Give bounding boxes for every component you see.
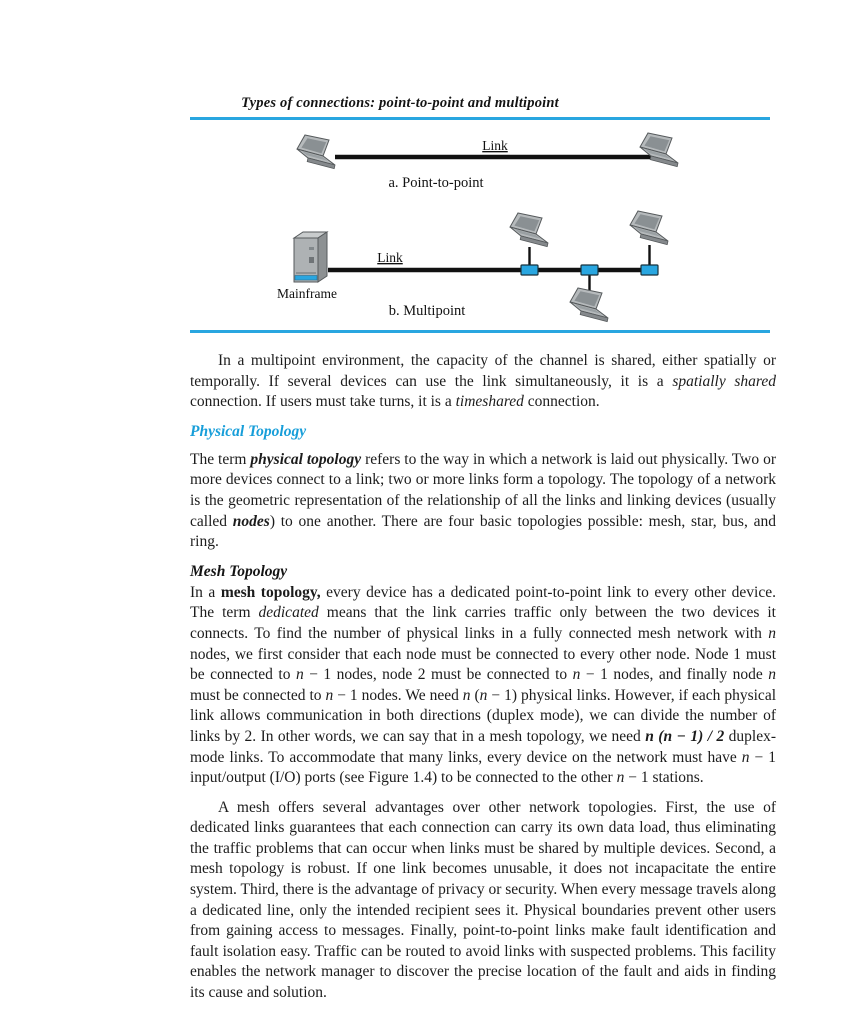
text-run: − 1 stations. [624,769,704,787]
text-run: The term [190,450,251,468]
paragraph [190,583,776,789]
text-run: nodes, we first consider that each node must be connected to every other node. Node 1 must be connected to [190,645,776,684]
laptop-icon [297,135,335,169]
figure-bottom-rule [190,330,770,333]
text-run: nodes [232,512,270,530]
paragraph [190,351,776,413]
text-run: n [741,748,750,766]
text-run: n [479,686,488,704]
text-run: physical topology [250,450,362,468]
text-run: − 1 nodes, and finally node [580,666,769,684]
section-heading: Mesh Topology [190,562,288,580]
text-run: duplex-mode links. To accommodate that many links, every device on the network must have [190,727,776,766]
text-run: timeshared [455,393,524,411]
paragraph [190,450,776,553]
text-run: refers to the way in which a network is laid out physically. Two or more devices connect to a link; two or more links form a topology. The topology of a network is the geometric representation of the relationship of all the links and linking devices (usually called [190,450,776,530]
text-run: In a [190,583,221,601]
point-to-point-diagram [297,133,678,191]
text-run: spatially shared [672,372,776,390]
text-run: n [325,686,334,704]
text-run: n [572,666,581,684]
tap-connector [641,265,658,275]
text-run: − 1 nodes, node 2 must be connected to [303,666,573,684]
laptop-icon [640,133,678,167]
text-run: must be connected to [190,686,326,704]
text-run: n (n − 1) / 2 [645,727,725,745]
laptop-icon [570,288,608,322]
text-run: − 1 nodes. We need [333,686,463,704]
text-run: dedicated [258,604,319,622]
text-run: connection. [523,393,600,411]
tap-connector [581,265,598,275]
body-text [190,351,776,1004]
multipoint-caption: b. Multipoint [388,303,466,319]
point-to-point-caption: a. Point-to-point [388,175,484,191]
multipoint-diagram [277,211,668,322]
tap-connector [521,265,538,275]
link-label: Link [482,138,508,153]
text-run: n [768,624,776,642]
figure-title: Types of connections: point-to-point and multipoint [241,95,559,111]
text-run: ( [470,686,480,704]
text-run: means that the link carries traffic only between the two devices it connects. To find the number of physical links in a fully connected mesh network with [190,604,776,642]
mainframe-icon [294,232,327,282]
text-run: − 1) physical links. However, if each physical link allows communication in both directions (duplex mode), we can divide the number of links by 2. In other words, we can say that in a mesh topology, we need [190,686,776,745]
text-run: n [462,686,471,704]
text-run: every device has a dedicated point-to-point link to every other device. The term [190,583,776,622]
connection-types-figure [190,122,770,330]
link-label: Link [377,250,403,265]
text-run: A mesh offers several advantages over other network topologies. First, the use of dedicated links guarantees that each connection can carry its own data load, thus eliminating the traffic problems that can occur when links must be shared by multiple devices. Second, a mesh topology is robust. If one link becomes unusable, it does not incapacitate the entire system. Third, there is the advantage of privacy or security. When every message travels along a dedicated line, only the intended recipient sees it. Physical boundaries prevent other users from gaining access to messages. Finally, point-to-point links make fault identification and fault isolation easy. Traffic can be routed to avoid links with suspected problems. This facility enables the network manager to discover the precise location of the fault and aids in finding its cause and solution. [190,798,776,1002]
text-run: n [768,666,777,684]
laptop-icon [510,213,548,247]
text-run: In a multipoint environment, the capacity of the channel is shared, either spatially or temporally. If several devices can use the link simultaneously, it is a [190,352,776,390]
text-run: n [616,769,625,787]
text-run: − 1 input/output (I/O) ports (see Figure 1.4) to be connected to the other [190,748,776,787]
text-run: mesh topology, [220,583,321,601]
section-heading: Physical Topology [190,422,307,440]
paragraph [190,798,776,1004]
text-run: n [295,666,304,684]
figure-top-rule [190,117,770,120]
text-run: ) to one another. There are four basic topologies possible: mesh, star, bus, and ring. [190,512,776,551]
text-run: connection. If users must take turns, it is a [190,393,456,411]
laptop-icon [630,211,668,245]
mainframe-label: Mainframe [277,286,337,301]
